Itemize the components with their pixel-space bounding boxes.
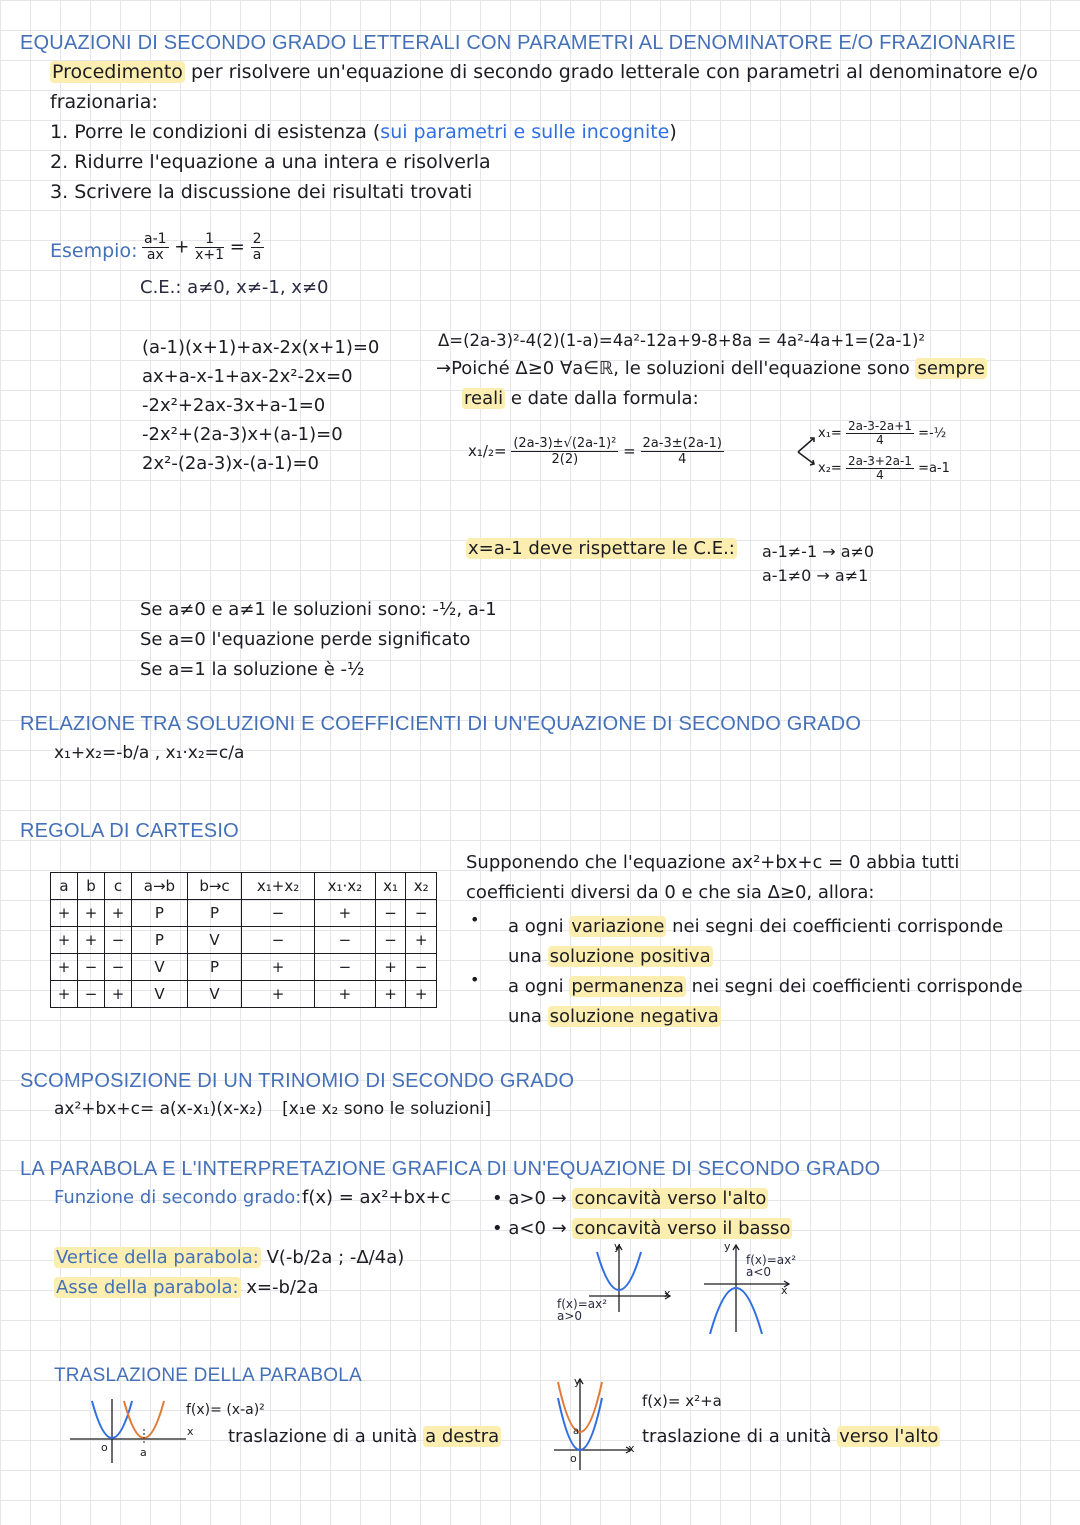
work-line: (a-1)(x+1)+ax-2x(x+1)=0 <box>142 337 380 358</box>
denominator: 4 <box>678 452 687 467</box>
delta-computation: Δ=(2a-3)²-4(2)(1-a)=4a²-12a+9-8+8a = 4a²-4a+1=(2a-1)² <box>438 331 926 350</box>
graph-condition-label: a<0 <box>746 1265 772 1279</box>
graph-function-label: f(x)=ax² <box>557 1297 608 1311</box>
shift-label: a <box>573 1426 580 1437</box>
axis-label-x: x <box>781 1284 788 1297</box>
table-cell: + <box>375 954 406 981</box>
table-cell: V <box>187 927 241 954</box>
table-cell: + <box>51 981 78 1008</box>
table-header-cell: a <box>51 873 78 900</box>
formula-lhs: x₁/₂= <box>468 442 507 460</box>
discussion <box>140 595 497 685</box>
branch-arrows-icon <box>796 432 820 472</box>
numerator: 2 <box>252 231 262 247</box>
work-line: ax+a-x-1+ax-2x²-2x=0 <box>142 366 353 387</box>
shift-right-text <box>228 1426 501 1447</box>
axis-label-y: y <box>724 1240 731 1253</box>
table-header-cell: x₁+x₂ <box>242 873 315 900</box>
table-cell: P <box>132 927 188 954</box>
table-cell: + <box>314 900 375 927</box>
step-text: Porre le condizioni di esistenza ( <box>74 121 381 143</box>
factorization-formula: ax²+bx+c= a(x-x₁)(x-x₂) <box>54 1099 263 1119</box>
step-2 <box>50 151 491 173</box>
case-condition: • a>0 → <box>492 1188 573 1209</box>
concave-down-highlight: concavità verso il basso <box>574 1218 791 1239</box>
step-3 <box>50 181 472 203</box>
section-title-traslazione: TRASLAZIONE DELLA PARABOLA <box>54 1365 362 1386</box>
bullet-text: a ogni <box>508 976 570 997</box>
fraction <box>641 436 724 467</box>
a-destra-highlight: a destra <box>425 1426 500 1447</box>
ce-check <box>466 538 737 559</box>
table-cell: V <box>187 981 241 1008</box>
shift-text: traslazione di a unità <box>228 1426 424 1447</box>
example-label: Esempio: <box>50 240 138 262</box>
quadratic-function: f(x) = ax²+bx+c <box>302 1187 451 1208</box>
work-line: -2x²+2ax-3x+a-1=0 <box>142 395 326 416</box>
cartesio-text-1: Supponendo che l'equazione ax²+bx+c = 0 abbia tutti <box>466 852 960 873</box>
fraction <box>142 232 169 263</box>
fraction <box>511 436 618 467</box>
table-cell: − <box>78 954 105 981</box>
case-concave-up <box>492 1188 768 1209</box>
axis-label-y: y <box>574 1375 581 1388</box>
bullet-text: nei segni dei coefficienti corrisponde <box>666 916 1004 937</box>
table-row <box>51 981 437 1008</box>
table-cell: − <box>314 954 375 981</box>
table-cell: − <box>406 900 437 927</box>
factorization <box>54 1099 491 1119</box>
axis-highlight: Asse della parabola: <box>56 1277 239 1298</box>
x2-label: x₂= <box>818 461 842 476</box>
variazione-highlight: variazione <box>571 916 665 937</box>
example-equation <box>142 232 264 263</box>
bullet-permanenza <box>508 972 1023 1032</box>
discussion-line: Se a≠0 e a≠1 le soluzioni sono: -½, a-1 <box>140 599 497 620</box>
table-cell: − <box>242 927 315 954</box>
numerator: 1 <box>195 232 224 248</box>
bullet-text: una <box>508 1006 548 1027</box>
reali-line <box>462 388 699 409</box>
table-header-row <box>51 873 437 900</box>
discussion-line: Se a=1 la soluzione è -½ <box>140 659 365 680</box>
procedure-intro-line2: frazionaria: <box>50 91 158 113</box>
sempre-highlight: sempre <box>917 358 985 379</box>
table-cell: − <box>314 927 375 954</box>
work-line: -2x²+(2a-3)x+(a-1)=0 <box>142 424 343 445</box>
table-cell: − <box>242 900 315 927</box>
soluzione-negativa-highlight: soluzione negativa <box>549 1006 719 1027</box>
table-cell: + <box>78 927 105 954</box>
step-after: ) <box>669 121 677 143</box>
table-cell: + <box>51 900 78 927</box>
table-cell: + <box>406 927 437 954</box>
table-cell: + <box>406 981 437 1008</box>
axis-label-x: x <box>664 1287 671 1300</box>
step-text: Ridurre l'equazione a una intera e risolverla <box>74 151 491 173</box>
section-title-equazioni-letterali: EQUAZIONI DI SECONDO GRADO LETTERALI CON PARAMETRI AL DENOMINATORE E/O FRAZIONARIE <box>20 32 1016 54</box>
table-row <box>51 927 437 954</box>
axis-label-x: x <box>187 1425 194 1438</box>
section-title-parabola: LA PARABOLA E L'INTERPRETAZIONE GRAFICA DI UN'EQUAZIONE DI SECONDO GRADO <box>20 1158 881 1180</box>
concave-up-highlight: concavità verso l'alto <box>574 1188 767 1209</box>
case-condition: • a<0 → <box>492 1218 573 1239</box>
table-cell: − <box>78 981 105 1008</box>
table-row <box>51 954 437 981</box>
denominator: 4 <box>876 433 884 447</box>
axis-formula: x=-b/2a <box>246 1277 319 1298</box>
poiche-line <box>436 358 987 379</box>
step-number: 3. <box>50 181 69 203</box>
quadratic-formula <box>468 436 724 467</box>
x1-result: =-½ <box>918 426 947 441</box>
vertex-highlight: Vertice della parabola: <box>56 1247 259 1268</box>
table-header-cell: x₁·x₂ <box>314 873 375 900</box>
graph-function-label: f(x)=ax² <box>746 1253 797 1267</box>
table-cell: + <box>375 981 406 1008</box>
vieta-formulas: x₁+x₂=-b/a , x₁·x₂=c/a <box>54 743 245 763</box>
table-cell: P <box>187 954 241 981</box>
cartesio-text-2: coefficienti diversi da 0 e che sia Δ≥0, allora: <box>466 882 875 903</box>
fraction <box>251 232 264 263</box>
factorization-note: [x₁e x₂ sono le soluzioni] <box>282 1099 492 1119</box>
denominator: 4 <box>876 468 884 482</box>
step-1 <box>50 121 677 143</box>
step-blue-text: sui parametri e sulle incognite <box>380 121 670 143</box>
work-lines <box>142 333 379 478</box>
equals-sign: = <box>623 442 636 460</box>
section-title-cartesio: REGOLA DI CARTESIO <box>20 820 239 842</box>
numerator: (2a-3)±√(2a-1)² <box>513 436 617 451</box>
graph2-label <box>746 1254 796 1278</box>
denominator: a <box>252 247 262 263</box>
numerator: 2a-3-2a+1 <box>847 419 912 433</box>
denominator: x+1 <box>195 247 225 263</box>
ce-check-line: a-1≠-1 → a≠0 <box>762 542 875 561</box>
permanenza-highlight: permanenza <box>571 976 684 997</box>
poiche-text: →Poiché Δ≥0 ∀a∈ℝ, le soluzioni dell'equazione sono <box>436 358 916 379</box>
table-cell: − <box>105 954 132 981</box>
solution-x1 <box>818 420 946 447</box>
table-header-cell: x₁ <box>375 873 406 900</box>
ce-check-results <box>762 540 874 588</box>
step-number: 2. <box>50 151 69 173</box>
axis-label-y: y <box>614 1240 621 1253</box>
table-cell: − <box>105 927 132 954</box>
solution-x2 <box>818 455 950 482</box>
axis-line <box>54 1277 318 1298</box>
numerator: a-1 <box>144 231 167 247</box>
table-row <box>51 900 437 927</box>
table-cell: + <box>51 954 78 981</box>
table-cell: V <box>132 981 188 1008</box>
verso-alto-highlight: verso l'alto <box>839 1426 939 1447</box>
bullet-icon: • <box>470 970 480 989</box>
table-header-cell: a→b <box>132 873 188 900</box>
vertex-line <box>54 1247 404 1268</box>
ce-check-line: a-1≠0 → a≠1 <box>762 566 869 585</box>
table-cell: + <box>242 954 315 981</box>
step-number: 1. <box>50 121 69 143</box>
descartes-sign-table <box>50 872 437 1008</box>
fraction <box>195 232 224 263</box>
bullet-icon: • <box>470 910 480 929</box>
intro-text: per risolvere un'equazione di secondo grado letterale con parametri al denominatore e/o <box>184 61 1038 83</box>
reali-highlight: reali <box>464 388 504 409</box>
procedimento-highlight: Procedimento <box>52 61 183 83</box>
existence-conditions: C.E.: a≠0, x≠-1, x≠0 <box>140 277 329 298</box>
fraction <box>846 455 914 482</box>
table-cell: P <box>187 900 241 927</box>
table-cell: P <box>132 900 188 927</box>
bullet-text: nei segni dei coefficienti corrisponde <box>685 976 1023 997</box>
graph-condition-label: a>0 <box>557 1309 583 1323</box>
table-cell: + <box>51 927 78 954</box>
numerator: 2a-3±(2a-1) <box>642 436 722 451</box>
shift-up-text <box>642 1426 940 1447</box>
graph1-label <box>557 1298 607 1322</box>
shift-right-function: f(x)= (x-a)² <box>186 1402 265 1418</box>
horizontal-shift-graph <box>66 1395 190 1467</box>
function-label: Funzione di secondo grado: <box>54 1187 302 1208</box>
table-cell: + <box>105 900 132 927</box>
numerator: 2a-3+2a-1 <box>847 454 912 468</box>
table-header-cell: b <box>78 873 105 900</box>
shift-up-function: f(x)= x²+a <box>642 1392 722 1410</box>
step-text: Scrivere la discussione dei risultati trovati <box>74 181 473 203</box>
fraction <box>846 420 914 447</box>
ce-check-highlight: x=a-1 deve rispettare le C.E.: <box>468 538 735 559</box>
shift-label: a <box>140 1446 147 1459</box>
table-cell: + <box>105 981 132 1008</box>
x1-label: x₁= <box>818 426 842 441</box>
soluzione-positiva-highlight: soluzione positiva <box>549 946 711 967</box>
discussion-line: Se a=0 l'equazione perde significato <box>140 629 471 650</box>
procedure-intro <box>50 61 1038 83</box>
vertical-shift-graph <box>550 1374 640 1474</box>
section-title-relazione: RELAZIONE TRA SOLUZIONI E COEFFICIENTI DI UN'EQUAZIONE DI SECONDO GRADO <box>20 713 862 735</box>
vertex-formula: V(-b/2a ; -Δ/4a) <box>266 1247 405 1268</box>
table-cell: − <box>406 954 437 981</box>
shift-text: traslazione di a unità <box>642 1426 838 1447</box>
axis-label-x: x <box>628 1442 635 1455</box>
table-cell: V <box>132 954 188 981</box>
table-header-cell: x₂ <box>406 873 437 900</box>
x2-result: =a-1 <box>918 461 950 476</box>
origin-label: o <box>101 1441 108 1454</box>
bullet-text: a ogni <box>508 916 570 937</box>
table-header-cell: b→c <box>187 873 241 900</box>
bullet-variazione <box>508 912 1003 972</box>
section-title-scomposizione: SCOMPOSIZIONE DI UN TRINOMIO DI SECONDO GRADO <box>20 1070 575 1092</box>
table-cell: − <box>375 900 406 927</box>
work-line: 2x²-(2a-3)x-(a-1)=0 <box>142 453 319 474</box>
table-cell: + <box>242 981 315 1008</box>
denominator: 2(2) <box>551 452 579 467</box>
denominator: ax <box>146 247 164 263</box>
case-concave-down <box>492 1218 792 1239</box>
table-header-cell: c <box>105 873 132 900</box>
table-cell: + <box>314 981 375 1008</box>
plus-sign: + <box>174 236 190 258</box>
table-cell: + <box>78 900 105 927</box>
bullet-text: una <box>508 946 548 967</box>
origin-label: o <box>570 1452 577 1465</box>
table-cell: − <box>375 927 406 954</box>
equals-sign: = <box>229 236 245 258</box>
reali-text: e date dalla formula: <box>505 388 699 409</box>
